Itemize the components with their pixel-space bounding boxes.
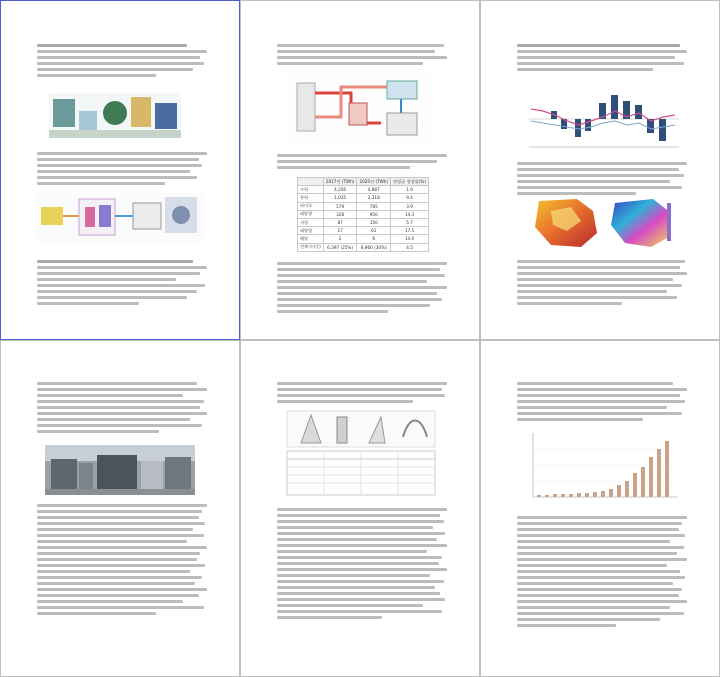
table-cell: 14.0 (391, 235, 429, 243)
table-header (298, 178, 324, 186)
table-cell: 4.5 (391, 243, 429, 251)
text-block (517, 379, 687, 424)
page-thumbnail-3[interactable] (480, 0, 720, 340)
table-cell: 태양광 (298, 210, 324, 218)
table-cell: 61 (357, 227, 391, 235)
process-diagram-image (291, 73, 431, 145)
table-row (298, 202, 429, 210)
table-cell: 17.5 (391, 227, 429, 235)
table-cell: 5.7 (391, 218, 429, 226)
text-block (37, 41, 207, 80)
heat-map-left-image (531, 197, 601, 249)
table-row (298, 186, 429, 194)
text-block (37, 379, 207, 436)
energy-table (297, 177, 429, 252)
table-cell: 17 (323, 227, 357, 235)
table-row (298, 194, 429, 202)
table-cell: 328 (323, 210, 357, 218)
table-header: 2025년 (TWh) (357, 178, 391, 186)
table-cell: 4,887 (357, 186, 391, 194)
table-cell: 태양열 (298, 227, 324, 235)
page-thumbnail-6[interactable] (480, 340, 720, 677)
table-cell: 87 (323, 218, 357, 226)
table-cell: 1.9 (391, 186, 429, 194)
text-block (517, 159, 687, 198)
text-block (277, 151, 447, 172)
equipment-figure-image (281, 407, 441, 497)
table-row (298, 218, 429, 226)
table-row (298, 227, 429, 235)
table-header: 2017년 (TWh) (323, 178, 357, 186)
table-total-row (298, 243, 429, 251)
text-block (517, 257, 687, 308)
table-header: 연평균 성장률(%) (391, 178, 429, 186)
table-cell: 풍력 (298, 194, 324, 202)
bar-chart-image (521, 427, 681, 507)
table-cell: 1,035 (323, 194, 357, 202)
table-cell: 2 (323, 235, 357, 243)
table-cell: 4,256 (323, 186, 357, 194)
table-cell: 지열 (298, 218, 324, 226)
text-block (37, 501, 207, 618)
text-block (37, 257, 207, 308)
text-block (277, 379, 447, 406)
table-cell: 785 (357, 202, 391, 210)
page-thumbnail-1[interactable] (0, 0, 240, 340)
diagram-image (37, 193, 203, 243)
table-cell: 150 (357, 218, 391, 226)
table-cell: 전체 (비중) (298, 243, 324, 251)
table-cell: 수력 (298, 186, 324, 194)
combo-chart-image (519, 81, 685, 155)
table-cell: 9.4 (391, 194, 429, 202)
heat-map-right-image (609, 197, 675, 249)
text-block (517, 513, 687, 630)
photo-image (45, 445, 195, 495)
text-block (277, 259, 447, 316)
text-block (517, 41, 687, 74)
text-block (277, 505, 447, 622)
table-cell: 950 (357, 210, 391, 218)
page-thumbnail-5[interactable] (240, 340, 480, 677)
illustration-image (49, 93, 181, 138)
text-block (37, 149, 207, 188)
table-cell: 6,397 (25%) (323, 243, 357, 251)
table-cell: 8,960 (30%) (357, 243, 391, 251)
table-cell: 3.9 (391, 202, 429, 210)
table-cell: 2,318 (357, 194, 391, 202)
table-cell: 579 (323, 202, 357, 210)
table-cell: 14.3 (391, 210, 429, 218)
text-block (277, 41, 447, 68)
table-cell: 해양 (298, 235, 324, 243)
table-row (298, 210, 429, 218)
table-cell: 6 (357, 235, 391, 243)
page-thumbnail-2[interactable] (240, 0, 480, 340)
page-thumbnail-4[interactable] (0, 340, 240, 677)
table-cell: 바이오 (298, 202, 324, 210)
table-row (298, 235, 429, 243)
